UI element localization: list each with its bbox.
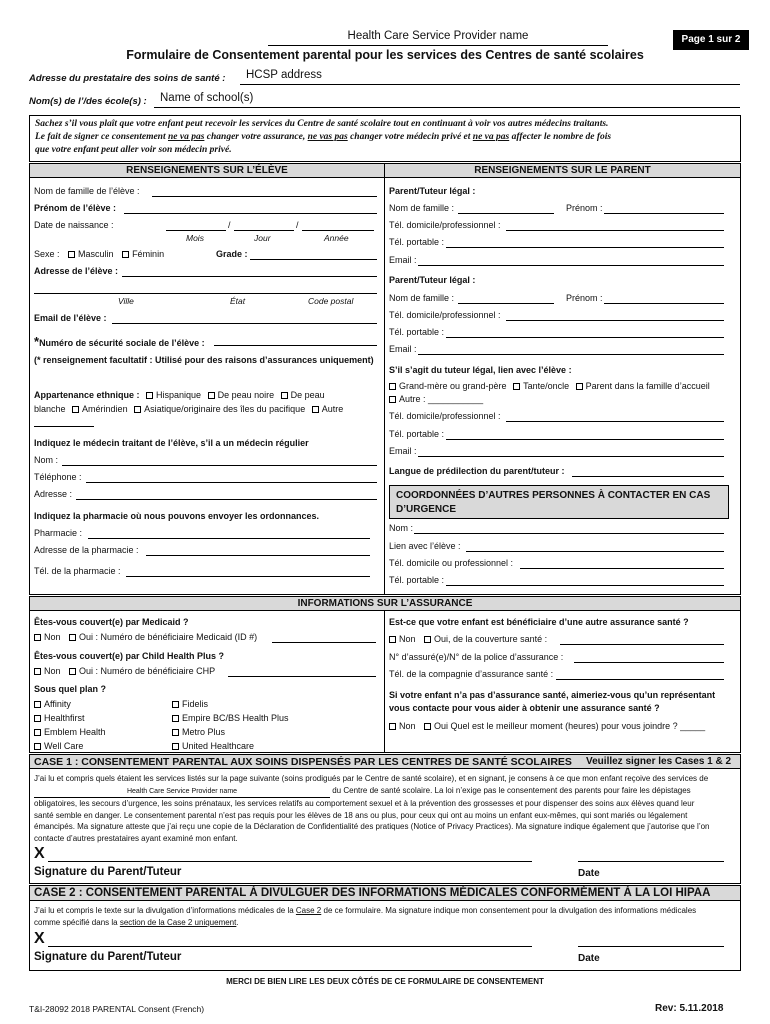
student-lastname-label: Nom de famille de l’élève : bbox=[34, 186, 140, 196]
medicaid-oui-checkbox[interactable] bbox=[69, 634, 76, 641]
parent3-phone-field[interactable] bbox=[506, 421, 724, 422]
case2-title: CASE 2 : CONSENTEMENT PARENTAL À DIVULGUER DES INFORMATIONS MÉDICALES CONFORMÉMENT À LA LOI HIPAA bbox=[34, 887, 711, 899]
parent-header: RENSEIGNEMENTS SUR LE PARENT bbox=[385, 164, 740, 178]
ethnic-hispanique-checkbox[interactable] bbox=[146, 392, 153, 399]
plan-fidelis-checkbox[interactable] bbox=[172, 701, 179, 708]
rep-oui-checkbox[interactable] bbox=[424, 723, 431, 730]
footer-rev: Rev: 5.11.2018 bbox=[655, 1003, 724, 1014]
parent2-phone-field[interactable] bbox=[506, 320, 724, 321]
link-aunt-checkbox[interactable] bbox=[513, 383, 520, 390]
case2-date-field[interactable] bbox=[578, 946, 724, 947]
form-title: Formulaire de Consentement parental pour les services des Centres de santé scolaires bbox=[126, 48, 644, 62]
ssn-field[interactable] bbox=[214, 345, 377, 346]
address-value[interactable]: HCSP address bbox=[246, 69, 322, 81]
school-label: Nom(s) de l’/des école(s) : bbox=[29, 96, 147, 107]
ssn-label: *Numéro de sécurité sociale de l’élève : bbox=[34, 334, 205, 349]
doctor-title: Indiquez le médecin traitant de l’élève, s’il a un médecin régulier bbox=[34, 438, 309, 448]
dob-label: Date de naissance : bbox=[34, 220, 114, 230]
parent3-mobile-field[interactable] bbox=[446, 439, 724, 440]
parent2-firstname-field[interactable] bbox=[604, 303, 724, 304]
plan-metroplus-checkbox[interactable] bbox=[172, 729, 179, 736]
page-badge: Page 1 sur 2 bbox=[673, 30, 749, 50]
link-title: S’il s’agit du tuteur légal, lien avec l’élève : bbox=[389, 365, 572, 375]
student-firstname-field[interactable] bbox=[124, 213, 377, 214]
grade-field[interactable] bbox=[250, 259, 377, 260]
case1-signature-field[interactable] bbox=[48, 861, 532, 862]
pharmacy-field[interactable] bbox=[88, 538, 370, 539]
medicaid-non-checkbox[interactable] bbox=[34, 634, 41, 641]
dob-month[interactable] bbox=[166, 230, 226, 231]
ssn-note: (* renseignement facultatif : Utilisé pour des raisons d’assurances uniquement) bbox=[34, 355, 374, 365]
parent1-lastname-field[interactable] bbox=[458, 213, 554, 214]
ethnic-asiatique-checkbox[interactable] bbox=[134, 406, 141, 413]
student-header: RENSEIGNEMENTS SUR L’ÉLÈVE bbox=[30, 164, 384, 178]
doctor-address-field[interactable] bbox=[76, 499, 377, 500]
footer-merci: MERCI DE BIEN LIRE LES DEUX CÔTÉS DE CE FORMULAIRE DE CONSENTEMENT bbox=[226, 977, 544, 986]
pharmacy-address-field[interactable] bbox=[146, 555, 370, 556]
company-phone-field[interactable] bbox=[556, 679, 724, 680]
feminin-checkbox[interactable] bbox=[122, 251, 129, 258]
provider-name[interactable]: Health Care Service Provider name bbox=[347, 30, 529, 42]
parent2-lastname-field[interactable] bbox=[458, 303, 554, 304]
address-label: Adresse du prestataire des soins de santé : bbox=[29, 73, 226, 84]
link-autre-checkbox[interactable] bbox=[389, 396, 396, 403]
other-coverage-field[interactable] bbox=[560, 644, 724, 645]
plan-empire-checkbox[interactable] bbox=[172, 715, 179, 722]
student-email-label: Email de l’élève : bbox=[34, 313, 107, 323]
parent1-email-field[interactable] bbox=[418, 265, 724, 266]
student-lastname-field[interactable] bbox=[152, 196, 377, 197]
dob-year[interactable] bbox=[302, 230, 374, 231]
plan-emblem-checkbox[interactable] bbox=[34, 729, 41, 736]
case2-text: J’ai lu et compris le texte sur la divulgation d’informations médicales de la Case 2 de ce formulaire. Ma signature indique mon consentement pour la divulgation des informations médicales comme spécifié dans la section de la Case 2 uniquement. bbox=[34, 906, 697, 927]
ethnic-autre-checkbox[interactable] bbox=[312, 406, 319, 413]
emergency-phone-field[interactable] bbox=[520, 568, 724, 569]
case1-date-field[interactable] bbox=[578, 861, 724, 862]
emergency-name-field[interactable] bbox=[414, 533, 724, 534]
grade-label: Grade : bbox=[216, 249, 248, 259]
plan-wellcare-checkbox[interactable] bbox=[34, 743, 41, 750]
parent1-mobile-field[interactable] bbox=[446, 247, 724, 248]
intro-text: Sachez s’il vous plaît que votre enfant peut recevoir les services du Centre de santé scolaire tout en continuant à voir vos autres médecins traitants. Le fait de signer ce consentement ne va pas changer votre assurance, ne vas pas changer votre médecin privé et ne va pas affecter le nombre de fois que votre enfant peut aller voir son médecin privé. bbox=[35, 119, 612, 155]
case2-signature-field[interactable] bbox=[48, 946, 532, 947]
masculin-checkbox[interactable] bbox=[68, 251, 75, 258]
dob-day[interactable] bbox=[234, 230, 294, 231]
language-field[interactable] bbox=[572, 476, 724, 477]
parent2-mobile-field[interactable] bbox=[446, 337, 724, 338]
student-firstname-label: Prénom de l’élève : bbox=[34, 203, 117, 213]
ethnic-amerindien-checkbox[interactable] bbox=[72, 406, 79, 413]
pharmacy-title: Indiquez la pharmacie où nous pouvons envoyer les ordonnances. bbox=[34, 511, 320, 521]
plan-affinity-checkbox[interactable] bbox=[34, 701, 41, 708]
parent1-phone-field[interactable] bbox=[506, 230, 724, 231]
rep-non-checkbox[interactable] bbox=[389, 723, 396, 730]
ethnic-noire-checkbox[interactable] bbox=[208, 392, 215, 399]
policy-number-field[interactable] bbox=[574, 662, 724, 663]
doctor-phone-field[interactable] bbox=[86, 482, 377, 483]
plans-left: Affinity Healthfirst Emblem Health Well Care bbox=[34, 697, 106, 753]
chp-non-checkbox[interactable] bbox=[34, 668, 41, 675]
insurance-header: INFORMATIONS SUR L’ASSURANCE bbox=[30, 597, 740, 611]
student-address-field-2[interactable] bbox=[34, 293, 377, 294]
parent3-email-field[interactable] bbox=[418, 456, 724, 457]
other-oui-checkbox[interactable] bbox=[424, 636, 431, 643]
school-value[interactable]: Name of school(s) bbox=[160, 92, 254, 104]
emergency-link-field[interactable] bbox=[466, 551, 724, 552]
chp-oui-checkbox[interactable] bbox=[69, 668, 76, 675]
ethnic-blanche-checkbox[interactable] bbox=[281, 392, 288, 399]
medicaid-id-field[interactable] bbox=[272, 642, 376, 643]
other-non-checkbox[interactable] bbox=[389, 636, 396, 643]
parent1-firstname-field[interactable] bbox=[604, 213, 724, 214]
address-student-label: Adresse de l’élève : bbox=[34, 266, 119, 276]
student-email-field[interactable] bbox=[112, 323, 377, 324]
case1-text: J’ai lu et compris quels étaient les services listés sur la page suivante (soins prodigués par le Centre de santé scolaire), et en signant, je consens à ce que mon enfant reçoive des services de Health Care Service Provider name du Centre de santé scolaire. La loi n’exige pas le consentement des parents pour faire les dépistages obligatoires, les secours d’urgence, les soins prénataux, les services relatifs au comportement sexuel et à la prévention des grossesses et pour dispenser des soins aux élèves quand leur santé semble en danger. Le consentement parental n’est pas requis pour les élèves de 18 ans ou plus, pour ceux qui ont au moins un enfant eux-mêmes, qui sont mariés ou légalement émancipés. Ma signature atteste que j’ai reçu une copie de la Déclaration de Confidentialité des pratiques (Notice of Privacy Practices). Ma signature indique également que j’autorise que l’on contacte d’autres prestataires ayant examiné mon enfant. bbox=[34, 774, 710, 843]
link-grandparent-checkbox[interactable] bbox=[389, 383, 396, 390]
plans-right: Fidelis Empire BC/BS Health Plus Metro Plus United Healthcare bbox=[172, 697, 289, 753]
pharmacy-phone-field[interactable] bbox=[126, 576, 370, 577]
footer-code: T&I-28092 2018 PARENTAL Consent (French) bbox=[29, 1004, 205, 1014]
link-foster-checkbox[interactable] bbox=[576, 383, 583, 390]
case1-title: CASE 1 : CONSENTEMENT PARENTAL AUX SOINS DISPENSÉS PAR LES CENTRES DE SANTÉ SCOLAIRES bbox=[34, 756, 572, 768]
student-address-field[interactable] bbox=[122, 276, 377, 277]
emergency-mobile-field[interactable] bbox=[446, 585, 724, 586]
plan-healthfirst-checkbox[interactable] bbox=[34, 715, 41, 722]
ethnicity: Appartenance ethnique : Hispanique De peau noire De peau blanche Amérindien Asiatique/originaire des îles du pacifique Autre bbox=[34, 390, 344, 414]
rep-question: Si votre enfant n’a pas d’assurance santé, aimeriez-vous qu’un représentant vous contacte pour vous aider à obtenir une assurance santé ? bbox=[389, 690, 716, 713]
info-box bbox=[29, 163, 741, 595]
parent2-email-field[interactable] bbox=[418, 354, 724, 355]
chp-id-field[interactable] bbox=[228, 676, 376, 677]
case1-sign-note: Veuillez signer les Cases 1 & 2 bbox=[586, 756, 732, 767]
emergency-title: COORDONNÉES D’AUTRES PERSONNES À CONTACTER EN CAS D’URGENCE bbox=[389, 485, 729, 519]
plan-united-checkbox[interactable] bbox=[172, 743, 179, 750]
doctor-name-field[interactable] bbox=[62, 465, 377, 466]
